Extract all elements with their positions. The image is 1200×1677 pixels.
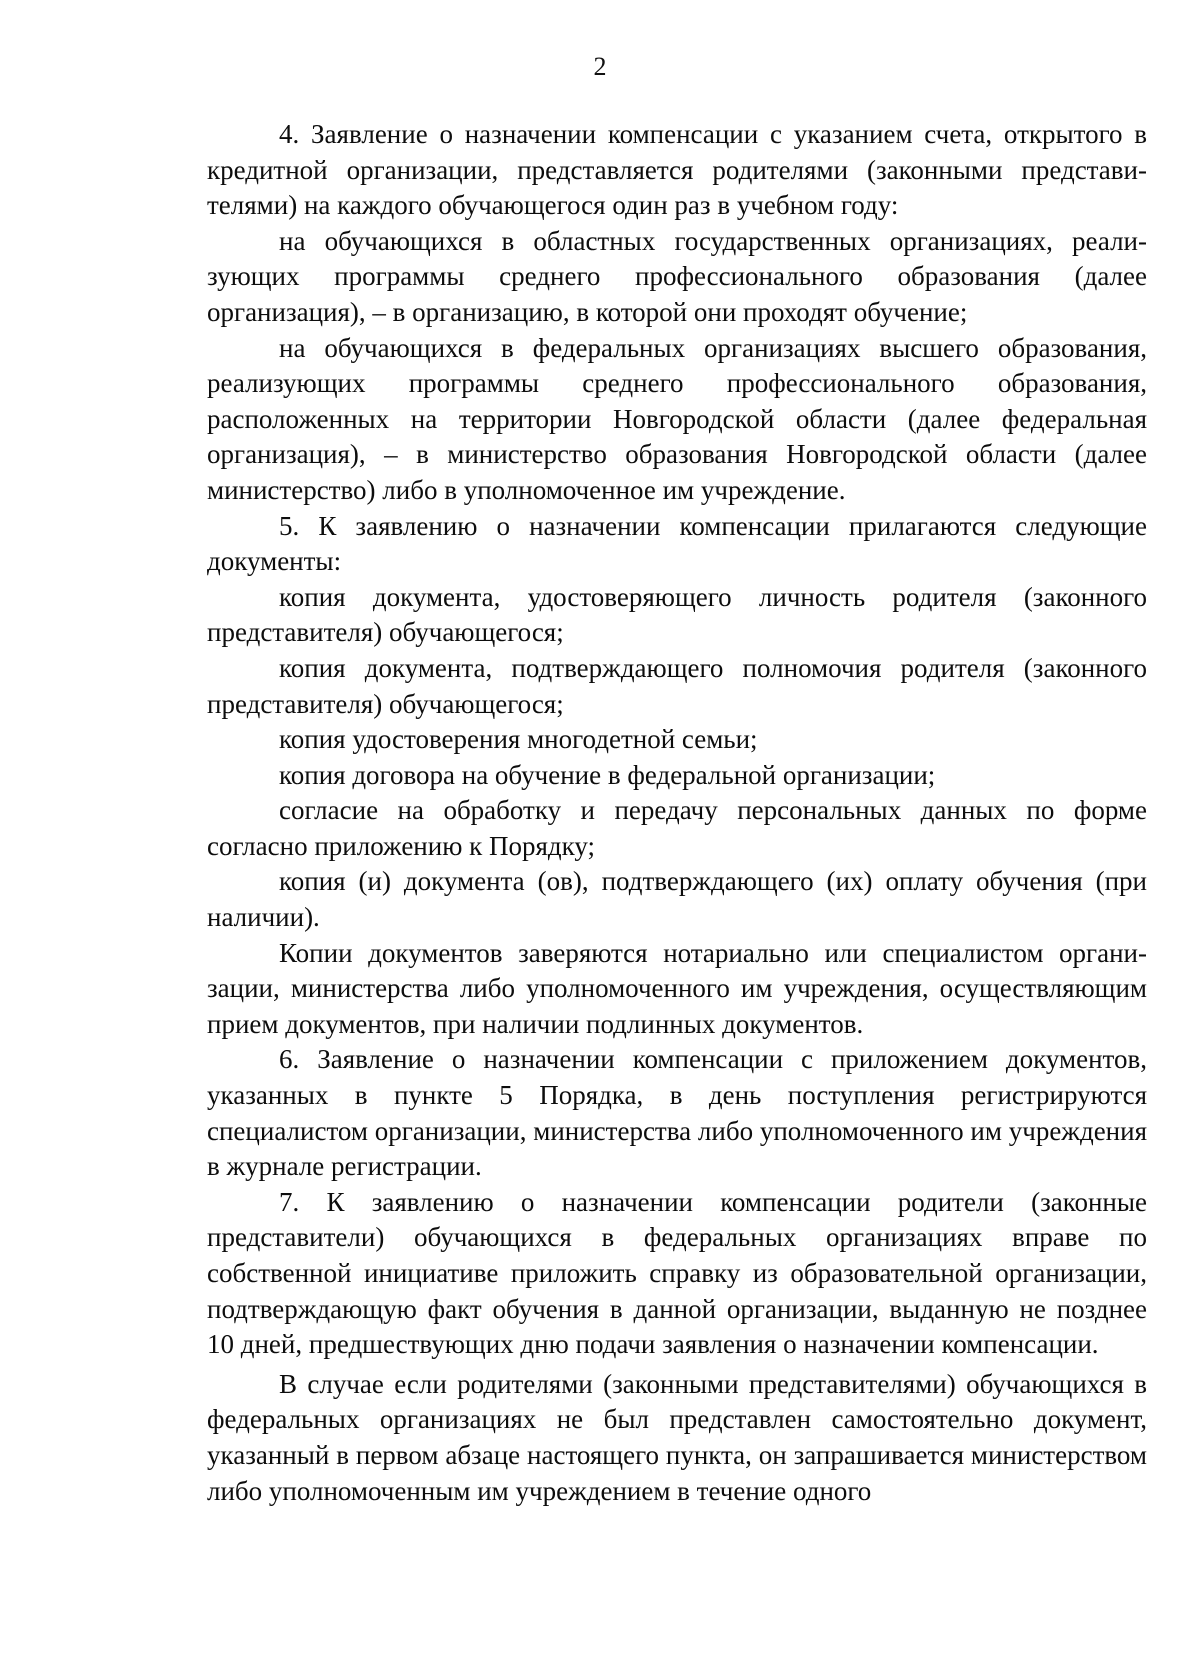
paragraph-item-7-certificate: 7. К заявлению о назначении компенсации родители (законные представители) обучающихся в федеральных организациях вправе по собственной инициативе приложить справку из образовательной организации, подтверждающую факт обучения в данной организации, выданную не позднее 10 дней, предшествующих дню подачи заявления о назначении компенсации.: [207, 1186, 1147, 1360]
paragraph-copies-certification: Копии документов заверяются нотариально или специалистом организации, министерства либо уполномоченного им учреждения, осуществляющим прием документов, при наличии подлинных документов.: [207, 937, 1147, 1039]
paragraph-federal-organizations: на обучающихся в федеральных организациях высшего образования, реализующих программы среднего профессионального образования, расположенных на территории Новгородской области (далее федеральная организация), – в министерство образования Новгородской области (далее министерство) либо в уполномоченное им учреждение.: [207, 332, 1147, 505]
paragraph-payment-documents: копия (и) документа (ов), подтверждающего (их) оплату обучения (при наличии).: [207, 866, 1147, 933]
paragraph-personal-data-consent: согласие на обработку и передачу персональных данных по форме согласно приложению к Порядку;: [207, 795, 1147, 861]
document-body: [207, 117, 1147, 1509]
paragraph-large-family-certificate: копия удостоверения многодетной семьи;: [279, 724, 758, 755]
paragraph-item-6-registration: 6. Заявление о назначении компенсации с приложением документов, указанных в пункте 5 Порядка, в день поступления регистрируются специалистом организации, министерства либо уполномоченного им учреждения в журнале регистрации.: [207, 1044, 1147, 1182]
paragraph-education-contract: копия договора на обучение в федеральной организации;: [279, 759, 936, 790]
paragraph-request-document: В случае если родителями (законными представителями) обучающихся в федеральных организациях не был представлен самостоятельно документ, указанный в первом абзаце настоящего пункта, он запрашивается министерством либо уполномоченным им учреждением в течение одного: [207, 1368, 1147, 1506]
paragraph-item-4-application: 4. Заявление о назначении компенсации с указанием счета, открытого в кредитной организации, представляется родителями (законными представителями) на каждого обучающегося один раз в учебном году:: [207, 119, 1147, 221]
paragraph-regional-organizations: на обучающихся в областных государственных организациях, реализующих программы среднего профессионального образования (далее организация), – в организацию, в которой они проходят обучение;: [207, 225, 1147, 327]
paragraph-authority-document: копия документа, подтверждающего полномочия родителя (законного представителя) обучающегося;: [207, 652, 1147, 719]
paragraph-item-5-documents: 5. К заявлению о назначении компенсации прилагаются следующие документы:: [207, 510, 1147, 577]
paragraph-identity-document: копия документа, удостоверяющего личность родителя (законного представителя) обучающегося;: [207, 581, 1147, 648]
page-number: 2: [593, 52, 607, 81]
